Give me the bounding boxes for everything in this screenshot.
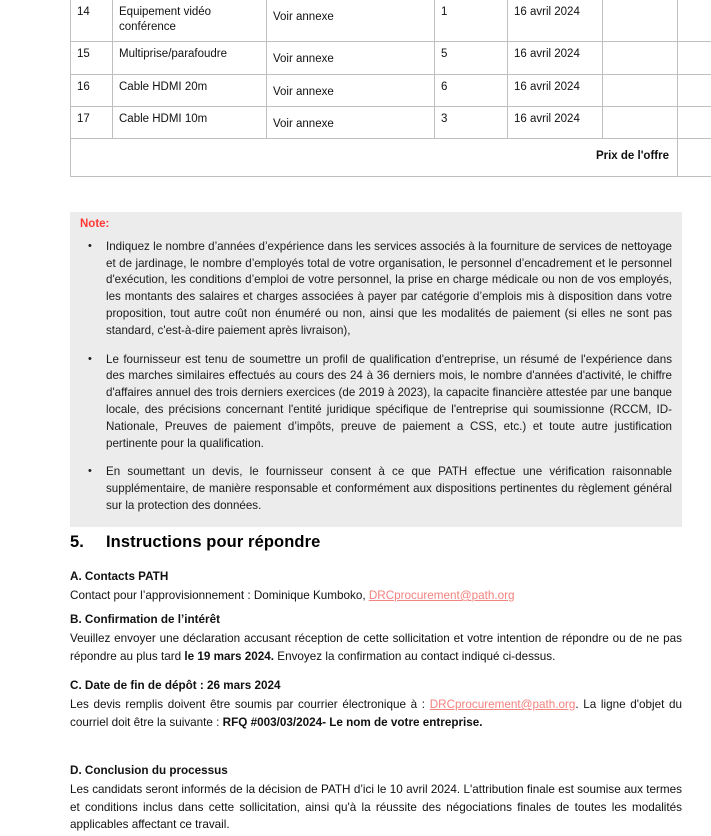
table-row [71,42,711,74]
cell-total-price [678,106,711,138]
cell-delivery-date: 16 avril 2024 [508,106,603,138]
table-total-row [71,138,711,176]
cell-item-number: 17 [71,106,113,138]
list-item [80,239,672,340]
paragraph-c [70,696,682,731]
cell-specification: Voir annexe [267,74,435,106]
cell-unit-price [603,42,678,74]
list-item [80,352,672,453]
cell-total-price [678,0,711,42]
block-confirmation-interest [70,612,682,665]
paragraph-d: Les candidats seront informés de la décision de PATH d’ici le 10 avril 2024. L'attribution finale est soumise aux termes et conditions inclus dans cette sollicitation, ainsi qu'à la réussite des négociations finales de toutes les modalités applicables affectant ce travail. [70,782,682,832]
cell-specification: Voir annexe [267,42,435,74]
cell-item-number: 16 [71,74,113,106]
email-link-procurement-submission[interactable]: DRCprocurement@path.org [429,697,576,711]
block-submission-deadline [70,678,682,731]
cell-unit-price [603,74,678,106]
block-contacts-path [70,569,682,605]
subheading-d: D. Conclusion du processus [70,764,228,777]
cell-quantity: 6 [435,74,508,106]
items-table-body [71,0,711,177]
table-row [71,74,711,106]
section-title: Instructions pour répondre [106,533,321,551]
total-price-value [678,138,711,176]
items-table [70,0,711,177]
cell-specification: Voir annexe [267,106,435,138]
confirmation-deadline-date: le 19 mars 2024. [184,649,275,663]
note-item-text: En soumettant un devis, le fournisseur consent à ce que PATH effectue une vérification raisonnable supplémentaire, de manière responsable et conformément aux dispositions pertinentes du règlement général sur la protection des données. [106,465,672,512]
email-subject-line: RFQ #003/03/2024- Le nom de votre entreprise. [222,715,483,729]
cell-total-price [678,74,711,106]
cell-description: Cable HDMI 20m [113,74,267,106]
subheading-b: B. Confirmation de l’intérêt [70,613,220,626]
submission-text-before: Les devis remplis doivent être soumis par courrier électronique à : [70,697,430,711]
section-number: 5. [70,533,84,551]
contact-text: Contact pour l’approvisionnement : Dominique Kumboko, [70,588,369,602]
note-item-text: Le fournisseur est tenu de soumettre un profil de qualification d'entreprise, un résumé de l'expérience dans des marches similaires effectués au cours des 24 à 36 derniers mois, le nombre d'années d'activité, le chiffre d'affaires annuel des trois derniers exercices (de 2019 à 2023), la capacite financière attestée par une banque locale, des précisions concernant l'entité juridique spécifique de l'entreprise qui soumissionne (RCCM, ID-Nationale, Preuves de paiement d’impôts, preuve de paiement a CSS, etc.) et toute autre justification pertinente pour la qualification. [106,352,672,450]
confirmation-text-before: Veuillez envoyer une déclaration accusant réception de cette sollicitation et votre intention de répondre ou de ne pas répondre au plus tard [70,631,682,663]
cell-delivery-date: 16 avril 2024 [508,42,603,74]
total-price-label: Prix de l'offre [71,138,678,176]
cell-description: Cable HDMI 10m [113,106,267,138]
table-row [71,106,711,138]
cell-quantity: 3 [435,106,508,138]
bullet-icon: • [88,352,92,365]
note-item-text: Indiquez le nombre d’années d’expérience dans les services associés à la fourniture de services de nettoyage et de jardinage, le nombre d’employés total de votre organisation, le personnel d’encadrement et le personnel d'exécution, les conditions d’emploi de votre personnel, la prise en charge médicale ou non de vos employés, les montants des salaires et charges associées à payer par catégorie d’emplois mis à disposition dans votre proposition, tout autre coût non énuméré ou non, ainsi que les modalités de paiement (si elles ne sont pas standard, c'est-à-dire paiement après livraison), [106,239,672,337]
cell-delivery-date: 16 avril 2024 [508,74,603,106]
confirmation-text-after: Envoyez la confirmation au contact indiqué ci-dessus. [274,649,556,663]
bullet-icon: • [88,465,92,478]
note-list [80,239,672,515]
subheading-c: C. Date de fin de dépôt : 26 mars 2024 [70,679,281,692]
list-item [80,464,672,514]
cell-item-number: 14 [71,0,113,42]
cell-quantity: 1 [435,0,508,42]
cell-description: Equipement vidéo conférence [113,0,267,42]
cell-unit-price [603,106,678,138]
cell-delivery-date: 16 avril 2024 [508,0,603,42]
table-row [71,0,711,42]
cell-total-price [678,42,711,74]
cell-item-number: 15 [71,42,113,74]
bullet-icon: • [88,239,92,252]
block-process-conclusion [70,763,682,834]
note-box [70,212,682,527]
subheading-a: A. Contacts PATH [70,570,169,583]
section-heading [70,533,682,552]
note-title: Note: [80,218,110,230]
paragraph-b [70,630,682,665]
cell-description: Multiprise/parafoudre [113,42,267,74]
cell-specification: Voir annexe [267,0,435,42]
submission-text-middle: . La ligne d'objet du courriel doit être la suivante : [70,697,682,729]
cell-unit-price [603,0,678,42]
paragraph-a [70,587,682,605]
email-link-procurement[interactable]: DRCprocurement@path.org [368,588,515,602]
cell-quantity: 5 [435,42,508,74]
